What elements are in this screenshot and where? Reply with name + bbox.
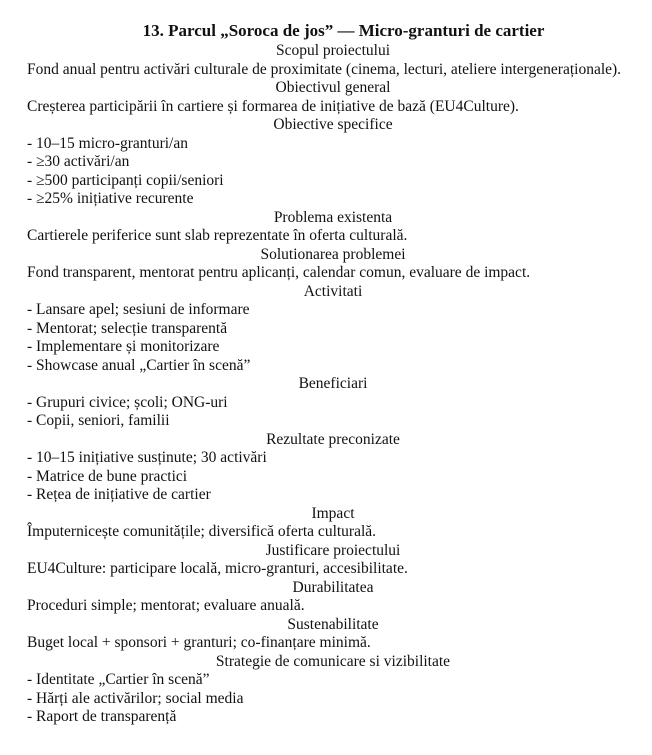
section-heading: Justificare proiectului (265, 541, 401, 559)
section-heading: Obiectivul general (275, 79, 391, 96)
document-title: 13. Parcul „Soroca de jos” — Micro-granturi de cartier (142, 21, 545, 40)
bullet-list (27, 301, 652, 375)
section-heading: Beneficiari (298, 375, 368, 392)
section-heading: Problema existenta (273, 208, 393, 226)
list-item: - Matrice de bune practici (27, 467, 188, 485)
section-heading: Obiective specifice (273, 116, 393, 133)
bullet-list (27, 394, 652, 431)
section-heading: Durabilitatea (292, 578, 374, 596)
section-durabilitatea (27, 579, 652, 616)
section-beneficiari (27, 375, 652, 431)
section-text: Cartierele periferice sunt slab reprezentate în oferta culturală. (27, 227, 408, 244)
section-solutionarea (27, 246, 652, 283)
section-heading: Solutionarea problemei (260, 245, 406, 263)
section-heading: Activitati (303, 282, 363, 300)
list-item: - Copii, seniori, familii (27, 412, 170, 429)
section-heading: Strategie de comunicare si vizibilitate (215, 652, 451, 670)
section-text: Proceduri simple; mentorat; evaluare anuală. (27, 597, 305, 614)
bullet-list (27, 135, 652, 209)
section-justificare (27, 542, 652, 579)
list-item: - Implementare și monitorizare (27, 338, 220, 355)
section-text: Creșterea participării în cartiere și formarea de inițiative de bază (EU4Culture). (27, 97, 519, 115)
section-text: Fond transparent, mentorat pentru aplicanți, calendar comun, evaluare de impact. (27, 264, 531, 281)
list-item: - Mentorat; selecție transparentă (27, 319, 228, 337)
section-text: Buget local + sponsori + granturi; co-finanțare minimă. (27, 634, 371, 651)
list-item: - Lansare apel; sesiuni de informare (27, 301, 250, 318)
list-item: - ≥30 activări/an (27, 153, 130, 170)
list-item: - Grupuri civice; școli; ONG-uri (27, 393, 228, 411)
section-heading: Scopul proiectului (275, 42, 391, 59)
section-rezultate (27, 431, 652, 505)
list-item: - Showcase anual „Cartier în scenă” (27, 356, 251, 374)
section-heading: Sustenabilitate (287, 615, 379, 633)
list-item: - ≥25% inițiative recurente (27, 190, 194, 207)
section-problema (27, 209, 652, 246)
section-text: Împuternicește comunitățile; diversifică oferta culturală. (27, 523, 377, 540)
section-text: Fond anual pentru activări culturale de proximitate (cinema, lecturi, ateliere intergeneraționale). (27, 60, 622, 78)
list-item: - Hărți ale activărilor; social media (27, 689, 244, 707)
list-item: - Identitate „Cartier în scenă” (27, 671, 210, 688)
list-item: - 10–15 inițiative susținute; 30 activări (27, 449, 267, 466)
list-item: - 10–15 micro-granturi/an (27, 134, 188, 152)
section-activitati (27, 283, 652, 376)
list-item: - Rețea de inițiative de cartier (27, 486, 211, 503)
list-item: - Raport de transparență (27, 708, 177, 725)
list-item: - ≥500 participanți copii/seniori (27, 171, 224, 189)
section-heading: Impact (311, 504, 355, 522)
section-obiective-specifice (27, 116, 652, 209)
bullet-list (27, 671, 652, 727)
section-obiectivul-general (27, 79, 652, 116)
section-impact (27, 505, 652, 542)
section-scopul (27, 42, 652, 79)
section-text: EU4Culture: participare locală, micro-granturi, accesibilitate. (27, 560, 408, 577)
section-strategie-comunicare (27, 653, 652, 727)
section-heading: Rezultate preconizate (266, 430, 400, 448)
section-sustenabilitate (27, 616, 652, 653)
bullet-list (27, 449, 652, 505)
